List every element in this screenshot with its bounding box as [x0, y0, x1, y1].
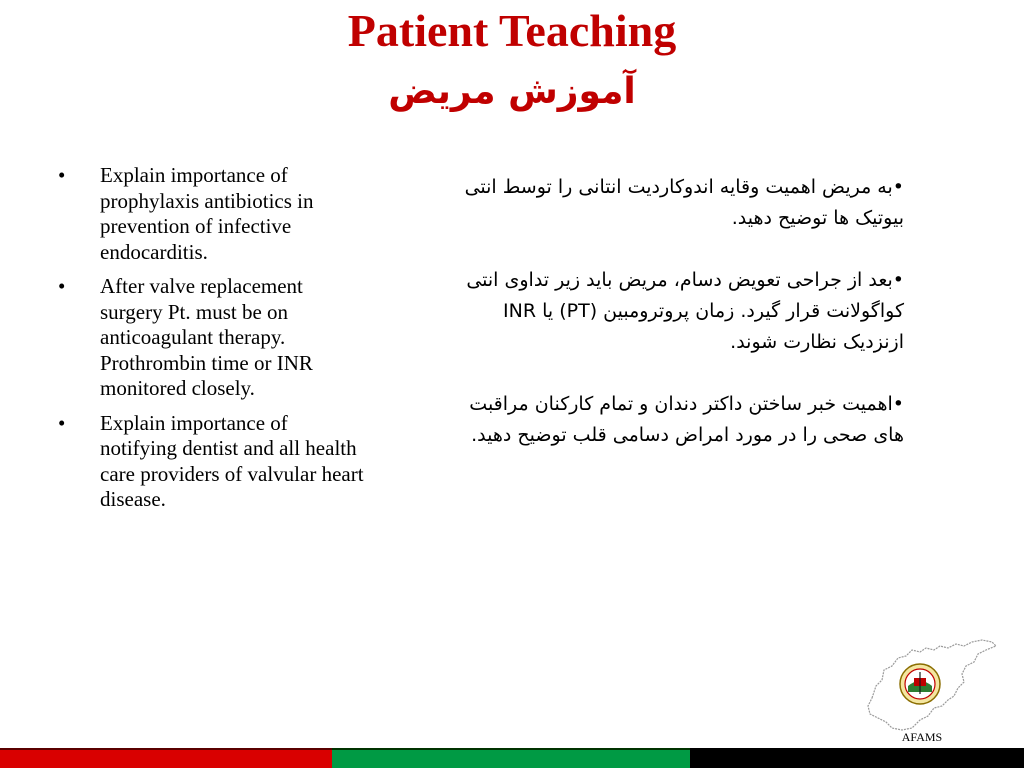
bullet-icon: •: [58, 274, 66, 298]
afghanistan-map-emblem-icon: [862, 636, 1002, 736]
bullet-icon: •: [58, 410, 66, 435]
flag-black-stripe: [690, 748, 1024, 768]
english-bullet-item: [58, 411, 368, 513]
english-bullet-item: [58, 274, 368, 402]
persian-bullet-text: •بعد از جراحی تعویض دسام، مریض باید زیر تداوی انتی کواگولانت قرار گیرد. زمان پروترومبین (PT) یا INR ازنزدیک نظارت شوند.: [466, 269, 904, 353]
flag-red-stripe: [0, 748, 332, 768]
persian-bullet-list: [460, 172, 904, 451]
slide-title-english: Patient Teaching: [347, 5, 677, 56]
footer-afams-label: AFAMS: [901, 730, 943, 744]
bullet-icon: •: [58, 163, 66, 187]
english-bullet-text: After valve replacement surgery Pt. must be on anticoagulant therapy. Prothrombin time or INR monitored closely.: [100, 274, 313, 400]
english-bullet-text: Explain importance of prophylaxis antibiotics in prevention of infective endocarditis.: [100, 163, 314, 264]
footer-flag-bar: [0, 748, 1024, 768]
slide-title-persian: آموزش مریض: [388, 71, 636, 112]
english-bullet-text: Explain importance of notifying dentist and all health care providers of valvular heart disease.: [100, 410, 364, 511]
persian-bullet-text: •به مریض اهمیت وقایه اندوکاردیت انتانی را توسط انتی بیوتیک ها توضیح دهید.: [464, 176, 904, 229]
english-bullet-item: [58, 163, 368, 265]
english-bullet-list: [58, 163, 368, 522]
persian-bullet-text: •اهمیت خبر ساختن داکتر دندان و تمام کارکنان مراقبت های صحی را در مورد امراض دسامی قلب توضیح دهید.: [469, 393, 904, 446]
flag-green-stripe: [332, 748, 690, 768]
